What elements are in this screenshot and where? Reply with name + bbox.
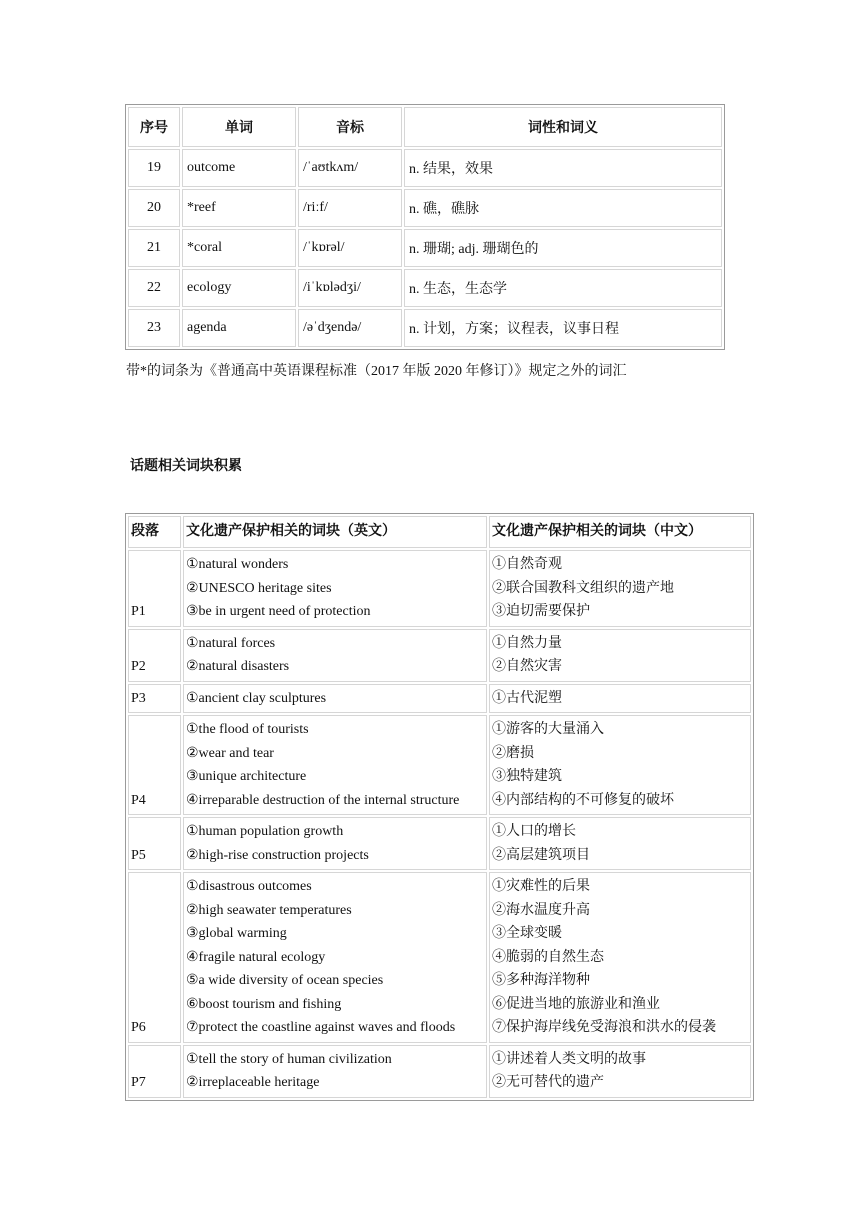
vocab-word: *coral bbox=[182, 229, 296, 267]
vocab-row bbox=[128, 189, 722, 227]
vocab-phonetic: /riːf/ bbox=[298, 189, 402, 227]
chinese-phrases-cell bbox=[489, 684, 751, 714]
chinese-phrase: ①灾难性的后果 bbox=[492, 879, 590, 894]
vocab-number: 20 bbox=[128, 189, 180, 227]
english-phrase: ①the flood of tourists bbox=[186, 722, 309, 737]
vocab-row bbox=[128, 269, 722, 307]
phrase-row bbox=[128, 715, 751, 815]
header-word: 单词 bbox=[182, 107, 296, 147]
english-phrase: ①human population growth bbox=[186, 824, 344, 839]
vocab-definition: n. 计划，方案；议程表，议事日程 bbox=[404, 309, 722, 347]
phrase-row bbox=[128, 550, 751, 627]
vocab-definition: n. 珊瑚; adj. 珊瑚色的 bbox=[404, 229, 722, 267]
vocabulary-footnote: 带*的词条为《普通高中英语课程标准（2017 年版 2020 年修订）》规定之外的词汇 bbox=[126, 364, 627, 379]
paragraph-label: P1 bbox=[128, 550, 181, 627]
phrase-table bbox=[125, 513, 754, 1101]
vocab-row bbox=[128, 149, 722, 187]
paragraph-label: P4 bbox=[128, 715, 181, 815]
chinese-phrase: ④内部结构的不可修复的破坏 bbox=[492, 792, 674, 808]
chinese-phrases-cell bbox=[489, 1045, 751, 1098]
header-chinese-phrases: 文化遗产保护相关的词块（中文） bbox=[489, 516, 751, 548]
chinese-phrases-cell bbox=[489, 872, 751, 1043]
chinese-phrase: ②无可替代的遗产 bbox=[492, 1075, 604, 1090]
english-phrase: ②wear and tear bbox=[186, 745, 274, 761]
english-phrase: ⑥boost tourism and fishing bbox=[186, 996, 342, 1012]
chinese-phrase: ③全球变暖 bbox=[492, 926, 562, 941]
paragraph-label: P6 bbox=[128, 872, 181, 1043]
chinese-phrase: ⑦保护海岸线免受海浪和洪水的侵袭 bbox=[492, 1020, 716, 1035]
vocab-word: outcome bbox=[182, 149, 296, 187]
vocab-number: 21 bbox=[128, 229, 180, 267]
vocab-phonetic: /ˈaʊtkʌm/ bbox=[298, 149, 402, 187]
chinese-phrase: ②海水温度升高 bbox=[492, 902, 590, 918]
header-definition: 词性和词义 bbox=[404, 107, 722, 147]
chinese-phrase: ②自然灾害 bbox=[492, 659, 562, 674]
header-phonetic: 音标 bbox=[298, 107, 402, 147]
vocab-number: 19 bbox=[128, 149, 180, 187]
english-phrase: ②natural disasters bbox=[186, 659, 290, 674]
paragraph-label: P7 bbox=[128, 1045, 181, 1098]
chinese-phrase: ②联合国教科文组织的遗产地 bbox=[492, 580, 674, 596]
english-phrase: ③global warming bbox=[186, 926, 287, 941]
phrase-row bbox=[128, 1045, 751, 1098]
chinese-phrase: ①自然奇观 bbox=[492, 557, 562, 572]
english-phrase: ①ancient clay sculptures bbox=[186, 690, 327, 706]
chinese-phrase: ⑥促进当地的旅游业和渔业 bbox=[492, 996, 660, 1012]
section-title: 话题相关词块积累 bbox=[130, 459, 242, 474]
english-phrase: ②UNESCO heritage sites bbox=[186, 580, 332, 596]
english-phrases-cell bbox=[183, 817, 487, 870]
chinese-phrase: ①讲述着人类文明的故事 bbox=[492, 1051, 646, 1067]
english-phrase: ①natural forces bbox=[186, 635, 276, 651]
english-phrases-cell bbox=[183, 1045, 487, 1098]
english-phrases-cell bbox=[183, 715, 487, 815]
vocab-number: 22 bbox=[128, 269, 180, 307]
chinese-phrase: ④脆弱的自然生态 bbox=[492, 949, 604, 965]
english-phrase: ①disastrous outcomes bbox=[186, 879, 312, 894]
vocab-definition: n. 生态，生态学 bbox=[404, 269, 722, 307]
vocab-phonetic: /iˈkɒlədʒi/ bbox=[298, 269, 402, 307]
english-phrases-cell bbox=[183, 629, 487, 682]
header-number: 序号 bbox=[128, 107, 180, 147]
vocab-word: ecology bbox=[182, 269, 296, 307]
english-phrase: ③unique architecture bbox=[186, 769, 307, 784]
vocab-definition: n. 礁，礁脉 bbox=[404, 189, 722, 227]
header-english-phrases: 文化遗产保护相关的词块（英文） bbox=[183, 516, 487, 548]
english-phrase: ⑤a wide diversity of ocean species bbox=[186, 973, 384, 988]
english-phrase: ③be in urgent need of protection bbox=[186, 604, 371, 619]
english-phrases-cell bbox=[183, 550, 487, 627]
chinese-phrases-cell bbox=[489, 817, 751, 870]
chinese-phrase: ①游客的大量涌入 bbox=[492, 722, 604, 737]
header-paragraph: 段落 bbox=[128, 516, 181, 548]
english-phrase: ①tell the story of human civilization bbox=[186, 1051, 392, 1067]
chinese-phrases-cell bbox=[489, 550, 751, 627]
chinese-phrase: ①自然力量 bbox=[492, 635, 562, 651]
phrase-row bbox=[128, 817, 751, 870]
english-phrase: ④fragile natural ecology bbox=[186, 949, 326, 965]
vocab-header-row bbox=[128, 107, 722, 147]
paragraph-label: P2 bbox=[128, 629, 181, 682]
english-phrase: ⑦protect the coastline against waves and floods bbox=[186, 1020, 456, 1035]
vocab-definition: n. 结果，效果 bbox=[404, 149, 722, 187]
vocab-row bbox=[128, 229, 722, 267]
chinese-phrase: ①人口的增长 bbox=[492, 824, 576, 839]
vocab-phonetic: /ˈkɒrəl/ bbox=[298, 229, 402, 267]
vocab-word: agenda bbox=[182, 309, 296, 347]
chinese-phrase: ①古代泥塑 bbox=[492, 690, 562, 706]
chinese-phrase: ②磨损 bbox=[492, 745, 534, 761]
english-phrases-cell bbox=[183, 684, 487, 714]
chinese-phrase: ③独特建筑 bbox=[492, 769, 562, 784]
phrase-row bbox=[128, 684, 751, 714]
chinese-phrases-cell bbox=[489, 629, 751, 682]
english-phrase: ②high-rise construction projects bbox=[186, 847, 369, 863]
chinese-phrases-cell bbox=[489, 715, 751, 815]
paragraph-label: P5 bbox=[128, 817, 181, 870]
phrase-row bbox=[128, 629, 751, 682]
vocab-row bbox=[128, 309, 722, 347]
english-phrase: ②high seawater temperatures bbox=[186, 902, 352, 918]
chinese-phrase: ③迫切需要保护 bbox=[492, 604, 590, 619]
english-phrase: ④irreparable destruction of the internal structure bbox=[186, 792, 460, 808]
vocab-phonetic: /əˈdʒendə/ bbox=[298, 309, 402, 347]
chinese-phrase: ⑤多种海洋物种 bbox=[492, 973, 590, 988]
phrase-row bbox=[128, 872, 751, 1043]
chinese-phrase: ②高层建筑项目 bbox=[492, 847, 590, 863]
vocab-word: *reef bbox=[182, 189, 296, 227]
vocab-number: 23 bbox=[128, 309, 180, 347]
paragraph-label: P3 bbox=[128, 684, 181, 714]
english-phrases-cell bbox=[183, 872, 487, 1043]
english-phrase: ①natural wonders bbox=[186, 557, 289, 572]
english-phrase: ②irreplaceable heritage bbox=[186, 1075, 320, 1090]
vocabulary-table bbox=[125, 104, 725, 350]
phrase-header-row bbox=[128, 516, 751, 548]
